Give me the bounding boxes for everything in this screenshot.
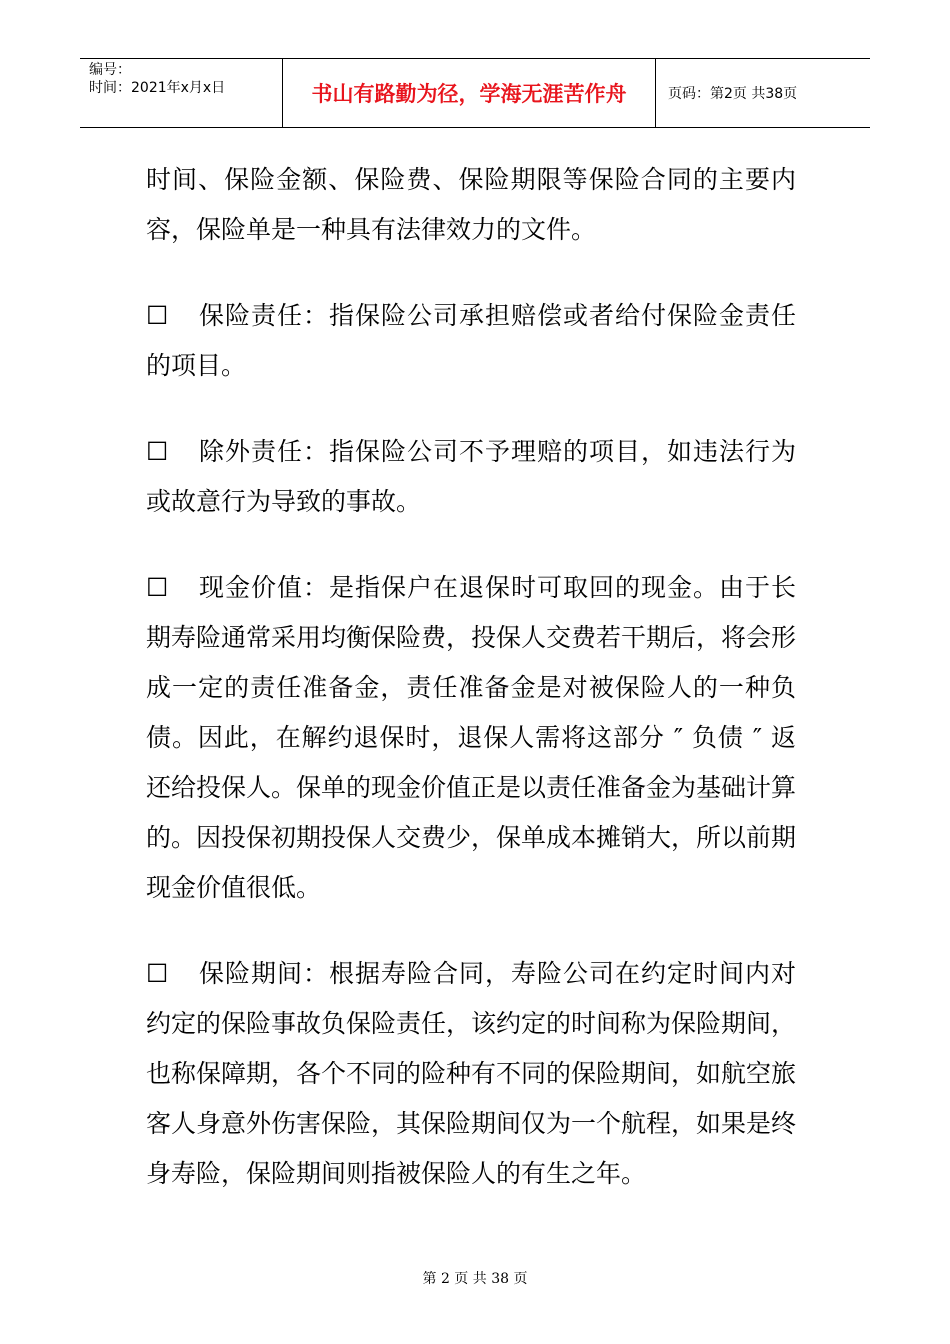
document-number-label: 编号： — [89, 62, 131, 78]
header-motto: 书山有路勤为径，学海无涯苦作舟 — [282, 59, 656, 127]
page-footer: 第 2 页 共 38 页 — [422, 1271, 528, 1287]
paragraph — [146, 427, 796, 527]
paragraph — [146, 155, 796, 255]
paragraph-text: 现金价值：是指保户在退保时可取回的现金。由于长期寿险通常采用均衡保险费，投保人交费若干期后，将会形成一定的责任准备金，责任准备金是对被保险人的一种负债。因此，在解约退保时，退保人需将这部分 ″ 负债 ″ 返还给投保人。保单的现金价值正是以责任准备金为基础计算的。因投保初期投保人交费少，保单成本摊销大，所以前期现金价值很低。 — [146, 573, 797, 902]
header-page-info: 页码：第2页 共38页 — [668, 86, 798, 102]
checkbox-bullet-icon: ☐ — [146, 301, 169, 330]
checkbox-bullet-icon: ☐ — [146, 959, 169, 988]
paragraph-text: 时间、保险金额、保险费、保险期限等保险合同的主要内容，保险单是一种具有法律效力的文件。 — [146, 165, 796, 244]
paragraph-text: 除外责任：指保险公司不予理赔的项目，如违法行为或故意行为导致的事故。 — [146, 437, 796, 516]
paragraph — [146, 563, 796, 913]
page-header — [80, 58, 870, 128]
checkbox-bullet-icon: ☐ — [146, 573, 169, 602]
paragraph — [146, 291, 796, 391]
document-body — [146, 155, 796, 1235]
paragraph — [146, 949, 796, 1199]
paragraph-text: 保险期间：根据寿险合同，寿险公司在约定时间内对约定的保险事故负保险责任，该约定的时间称为保险期间，也称保障期，各个不同的险种有不同的保险期间，如航空旅客人身意外伤害保险，其保险期间仅为一个航程，如果是终身寿险，保险期间则指被保险人的有生之年。 — [146, 959, 797, 1188]
document-time-label: 时间：2021年x月x日 — [89, 80, 226, 96]
header-meta — [80, 59, 282, 127]
paragraph-text: 保险责任：指保险公司承担赔偿或者给付保险金责任的项目。 — [146, 301, 796, 380]
checkbox-bullet-icon: ☐ — [146, 437, 169, 466]
